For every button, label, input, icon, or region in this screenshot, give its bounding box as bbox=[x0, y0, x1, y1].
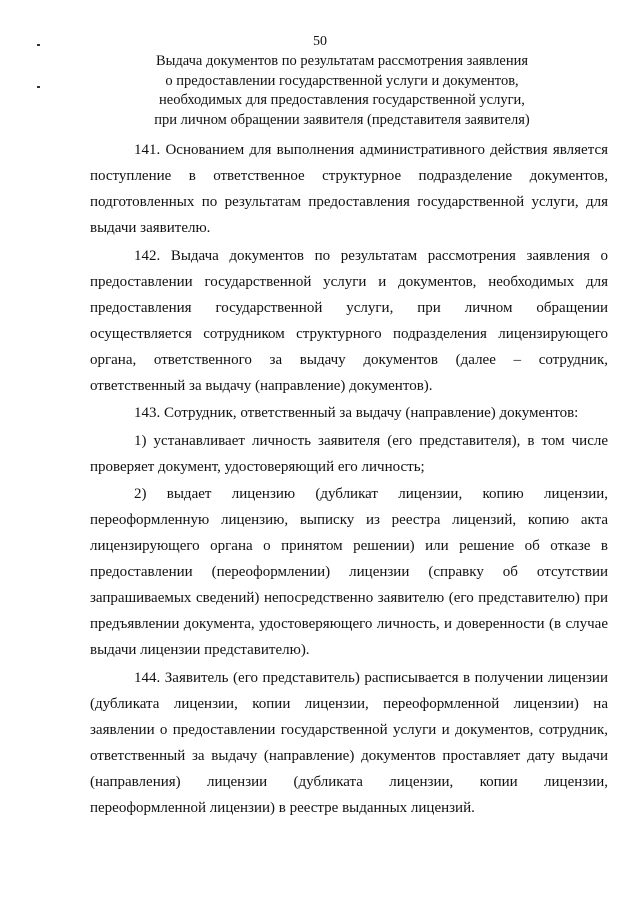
section-heading bbox=[130, 52, 554, 130]
paragraph-144: 144. Заявитель (его представитель) расписывается в получении лицензии (дубликата лицензии, копии лицензии, переоформленной лицензии) на заявлении о предоставлении государственной услуги и документов, сотрудник, ответственный за выдачу (направление) документов проставляет дату выдачи (направления) лицензии (дубликата лицензии, копии лицензии, переоформленной лицензии) в реестре выданных лицензий. bbox=[90, 669, 608, 816]
document-body bbox=[90, 137, 608, 822]
paragraph-143-item-2: 2) выдает лицензию (дубликат лицензии, копию лицензии, переоформленную лицензию, выписку из реестра лицензий, копию акта лицензирующего органа о принятом решении) или решение об отказе в предоставлении (переоформлении) лицензии (справку об отсутствии запрашиваемых сведений) непосредственно заявителю (его представителю) при предъявлении документа, удостоверяющего личность, и доверенности (в случае выдачи лицензии представителю). bbox=[90, 486, 608, 658]
paragraph-141: 141. Основанием для выполнения административного действия является поступление в ответственное структурное подразделение документов, подготовленных по результатам предоставления государственной услуги, для выдачи заявителю. bbox=[90, 142, 608, 236]
heading-line: при личном обращении заявителя (представителя заявителя) bbox=[154, 111, 530, 128]
paragraph-143-item-1: 1) устанавливает личность заявителя (его представителя), в том числе проверяет документ, удостоверяющий его личность; bbox=[90, 432, 608, 475]
paragraph-142: 142. Выдача документов по результатам рассмотрения заявления о предоставлении государственной услуги и документов, необходимых для предоставления государственной услуги, при личном обращении осуществляется сотрудником структурного подразделения лицензирующего органа, ответственного за выдачу документов (далее – сотрудник, ответственный за выдачу (направление) документов). bbox=[90, 247, 608, 394]
scan-mark bbox=[37, 86, 40, 88]
page-number: 50 bbox=[313, 34, 327, 49]
paragraph-143: 143. Сотрудник, ответственный за выдачу (направление) документов: bbox=[134, 405, 579, 421]
heading-line: Выдача документов по результатам рассмотрения заявления bbox=[155, 53, 529, 69]
heading-line: о предоставлении государственной услуги и документов, bbox=[165, 72, 519, 89]
heading-line: необходимых для предоставления государственной услуги, bbox=[159, 92, 525, 108]
